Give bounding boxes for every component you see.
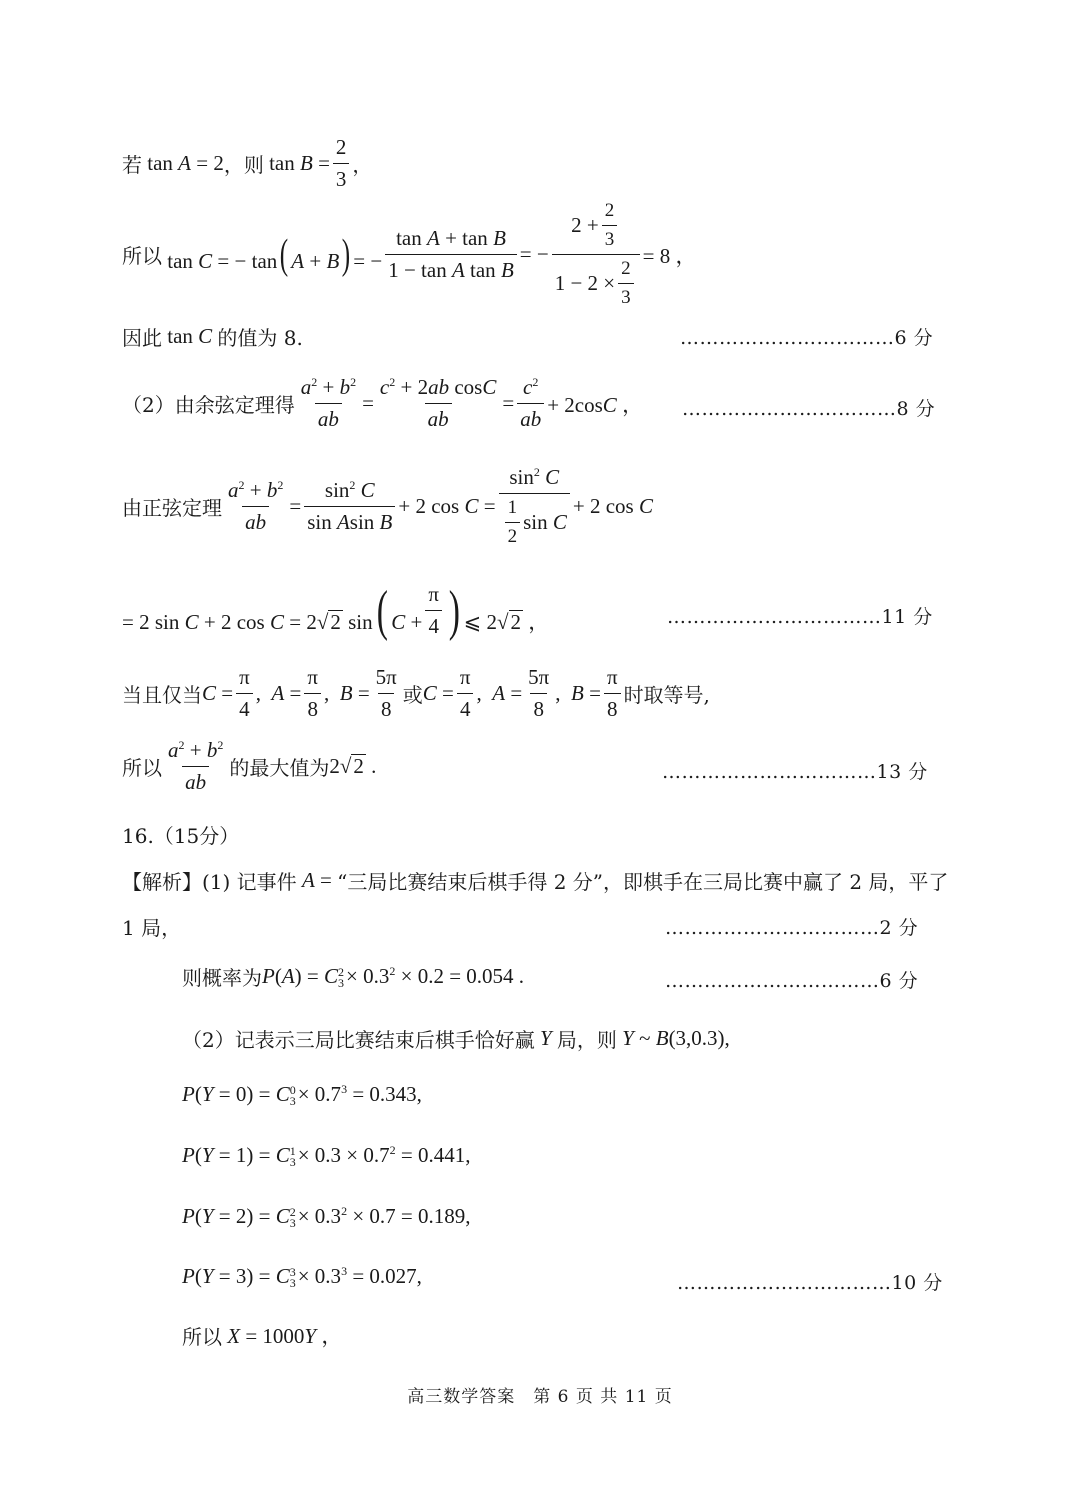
- line-max-bound: [122, 579, 550, 642]
- fraction: $\frac{\pi}{8}$: [604, 665, 621, 722]
- math: , B =: [324, 681, 370, 705]
- q16-line2: [122, 912, 181, 941]
- text: 所以: [122, 756, 162, 780]
- fraction: 2 + 2 3 1 − 2 × 2 3: [552, 200, 640, 309]
- math: 2√2 .: [329, 754, 377, 778]
- text: 当且仅当: [122, 683, 202, 707]
- score-10: ……………………………10 分: [677, 1272, 943, 1294]
- q16-line1: [122, 866, 948, 895]
- fraction: $\frac{\pi}{4}$: [457, 665, 474, 722]
- text: “三局比赛结束后棋手得 2 分”，即棋手在三局比赛中赢了 2 局，平了: [337, 870, 949, 894]
- math: =: [289, 494, 302, 518]
- line-tanC-result: [122, 322, 303, 351]
- math: ) ⩽ 2√2 ，: [448, 579, 550, 642]
- math: = 8 ，: [642, 243, 697, 268]
- math: =: [502, 391, 515, 415]
- question-16-title: [122, 820, 239, 849]
- q16-p2: [182, 1204, 471, 1229]
- line-equality: [122, 665, 710, 722]
- text: （2）记表示三局比赛结束后棋手恰好赢: [182, 1028, 535, 1052]
- text: 时取等号,: [623, 683, 710, 707]
- line-max-value: [122, 738, 376, 795]
- fraction: $\frac{c^2}{ab}$: [517, 375, 544, 432]
- q16-p0: [182, 1082, 422, 1107]
- text: 则概率为: [182, 966, 262, 990]
- fraction: $\frac{\pi}{8}$: [304, 665, 321, 722]
- line-sine-law: [122, 465, 653, 548]
- fraction: $\frac{\pi}{4}$: [236, 665, 253, 722]
- math: P(Y = 2) = C 2 3 × $0.3^2 \times 0.7 = 0.189$,: [182, 1204, 471, 1231]
- q16-p3: [182, 1264, 422, 1289]
- math: P(A) = C 2 3 × $0.3^2 \times 0.2 = 0.054$ .: [262, 963, 525, 991]
- math: + 2 cos C: [572, 494, 653, 518]
- fraction: $\frac{a^2 + b^2}{ab}$: [228, 478, 284, 534]
- text: ，则: [223, 153, 264, 177]
- text: 16.（15分）: [122, 824, 240, 848]
- q16-line3: [182, 962, 524, 991]
- page-footer: 高三数学答案 第 6 页 共 11 页: [407, 1387, 673, 1407]
- fraction: $\frac{\sin^2 C}{\text{sin Asin B}}$: [304, 478, 395, 535]
- math: tan A = 2: [142, 151, 224, 175]
- score-2: ……………………………2 分: [665, 917, 919, 939]
- fraction: $\frac{a^2 + b^2}{ab}$: [300, 375, 357, 431]
- text: 1 局，: [122, 916, 182, 940]
- text: ，: [352, 153, 373, 177]
- fraction: $\sin^2 C$ 1 2 sin C: [499, 465, 570, 548]
- text: 所以: [122, 244, 162, 268]
- fraction: $\frac{5\pi}{8}$: [528, 665, 550, 721]
- fraction: $\frac{2}{3}$: [333, 135, 350, 192]
- math: tan C: [162, 324, 213, 348]
- text: （2）由余弦定理得: [122, 393, 295, 417]
- math: C =: [202, 681, 234, 705]
- text: 由正弦定理: [122, 496, 222, 520]
- text: 因此: [122, 326, 162, 350]
- text: 若: [122, 153, 142, 177]
- score-6: ……………………………6 分: [680, 327, 934, 349]
- fraction: $a^2 + b^2$ ab: [168, 738, 224, 794]
- text: 的值为 8.: [217, 326, 303, 350]
- math: tan B =: [263, 151, 330, 175]
- math: , A =: [476, 681, 523, 705]
- math: + 2 cos C =: [398, 494, 496, 518]
- math: X = 1000Y ，: [227, 1324, 343, 1348]
- math: P(Y = 0) = C 0 3 × $0.7^3 = 0.343$,: [182, 1082, 422, 1109]
- line-tanC-calc: [122, 200, 696, 309]
- text: 所以: [182, 1324, 222, 1349]
- math: P(Y = 3) = C 3 3 × $0.3^3 = 0.027$,: [182, 1264, 422, 1291]
- text: 局，则: [556, 1028, 617, 1052]
- score-6b: ……………………………6 分: [665, 970, 919, 992]
- score-13: ……………………………13 分: [662, 761, 928, 783]
- text: 【解析】(1) 记事件: [122, 870, 297, 894]
- math: tan C = − tan( A + B) = −: [162, 231, 383, 278]
- math: Y: [539, 1026, 552, 1050]
- math: P(Y = 1) = C 1 3 × $0.3 \times 0.7^2 = 0.441$,: [182, 1143, 471, 1170]
- math: = 2 sin C + 2 cos C = 2√2 sin( C +: [122, 579, 423, 642]
- score-8: ……………………………8 分: [682, 398, 936, 420]
- math: = −: [519, 242, 549, 266]
- math: , A =: [255, 681, 302, 705]
- fraction: $\frac{\pi}{4}$: [425, 582, 442, 639]
- fraction: $\frac{\text{tan A + tan B}}{\text{1 − tan A tan B}}$: [385, 226, 517, 283]
- math: + 2cosC ，: [547, 392, 644, 417]
- math: C =: [422, 681, 454, 705]
- math: =: [362, 391, 374, 415]
- math: Y ~ B(3,0.3),: [622, 1026, 730, 1050]
- fraction: $\frac{5\pi}{8}$: [375, 665, 397, 721]
- q16-line9: [182, 1320, 342, 1350]
- text: 或: [402, 683, 423, 707]
- line-cosine-law: [122, 375, 643, 432]
- math: , B =: [555, 681, 601, 705]
- math: A =: [301, 868, 338, 892]
- fraction: $\frac{c^2 + 2ab \cos C}{ab}$: [379, 375, 497, 431]
- score-11: ……………………………11 分: [667, 606, 933, 628]
- q16-line4: [182, 1024, 730, 1053]
- text: 的最大值为: [229, 756, 330, 780]
- q16-p1: [182, 1143, 471, 1168]
- line-tanA: [122, 135, 372, 192]
